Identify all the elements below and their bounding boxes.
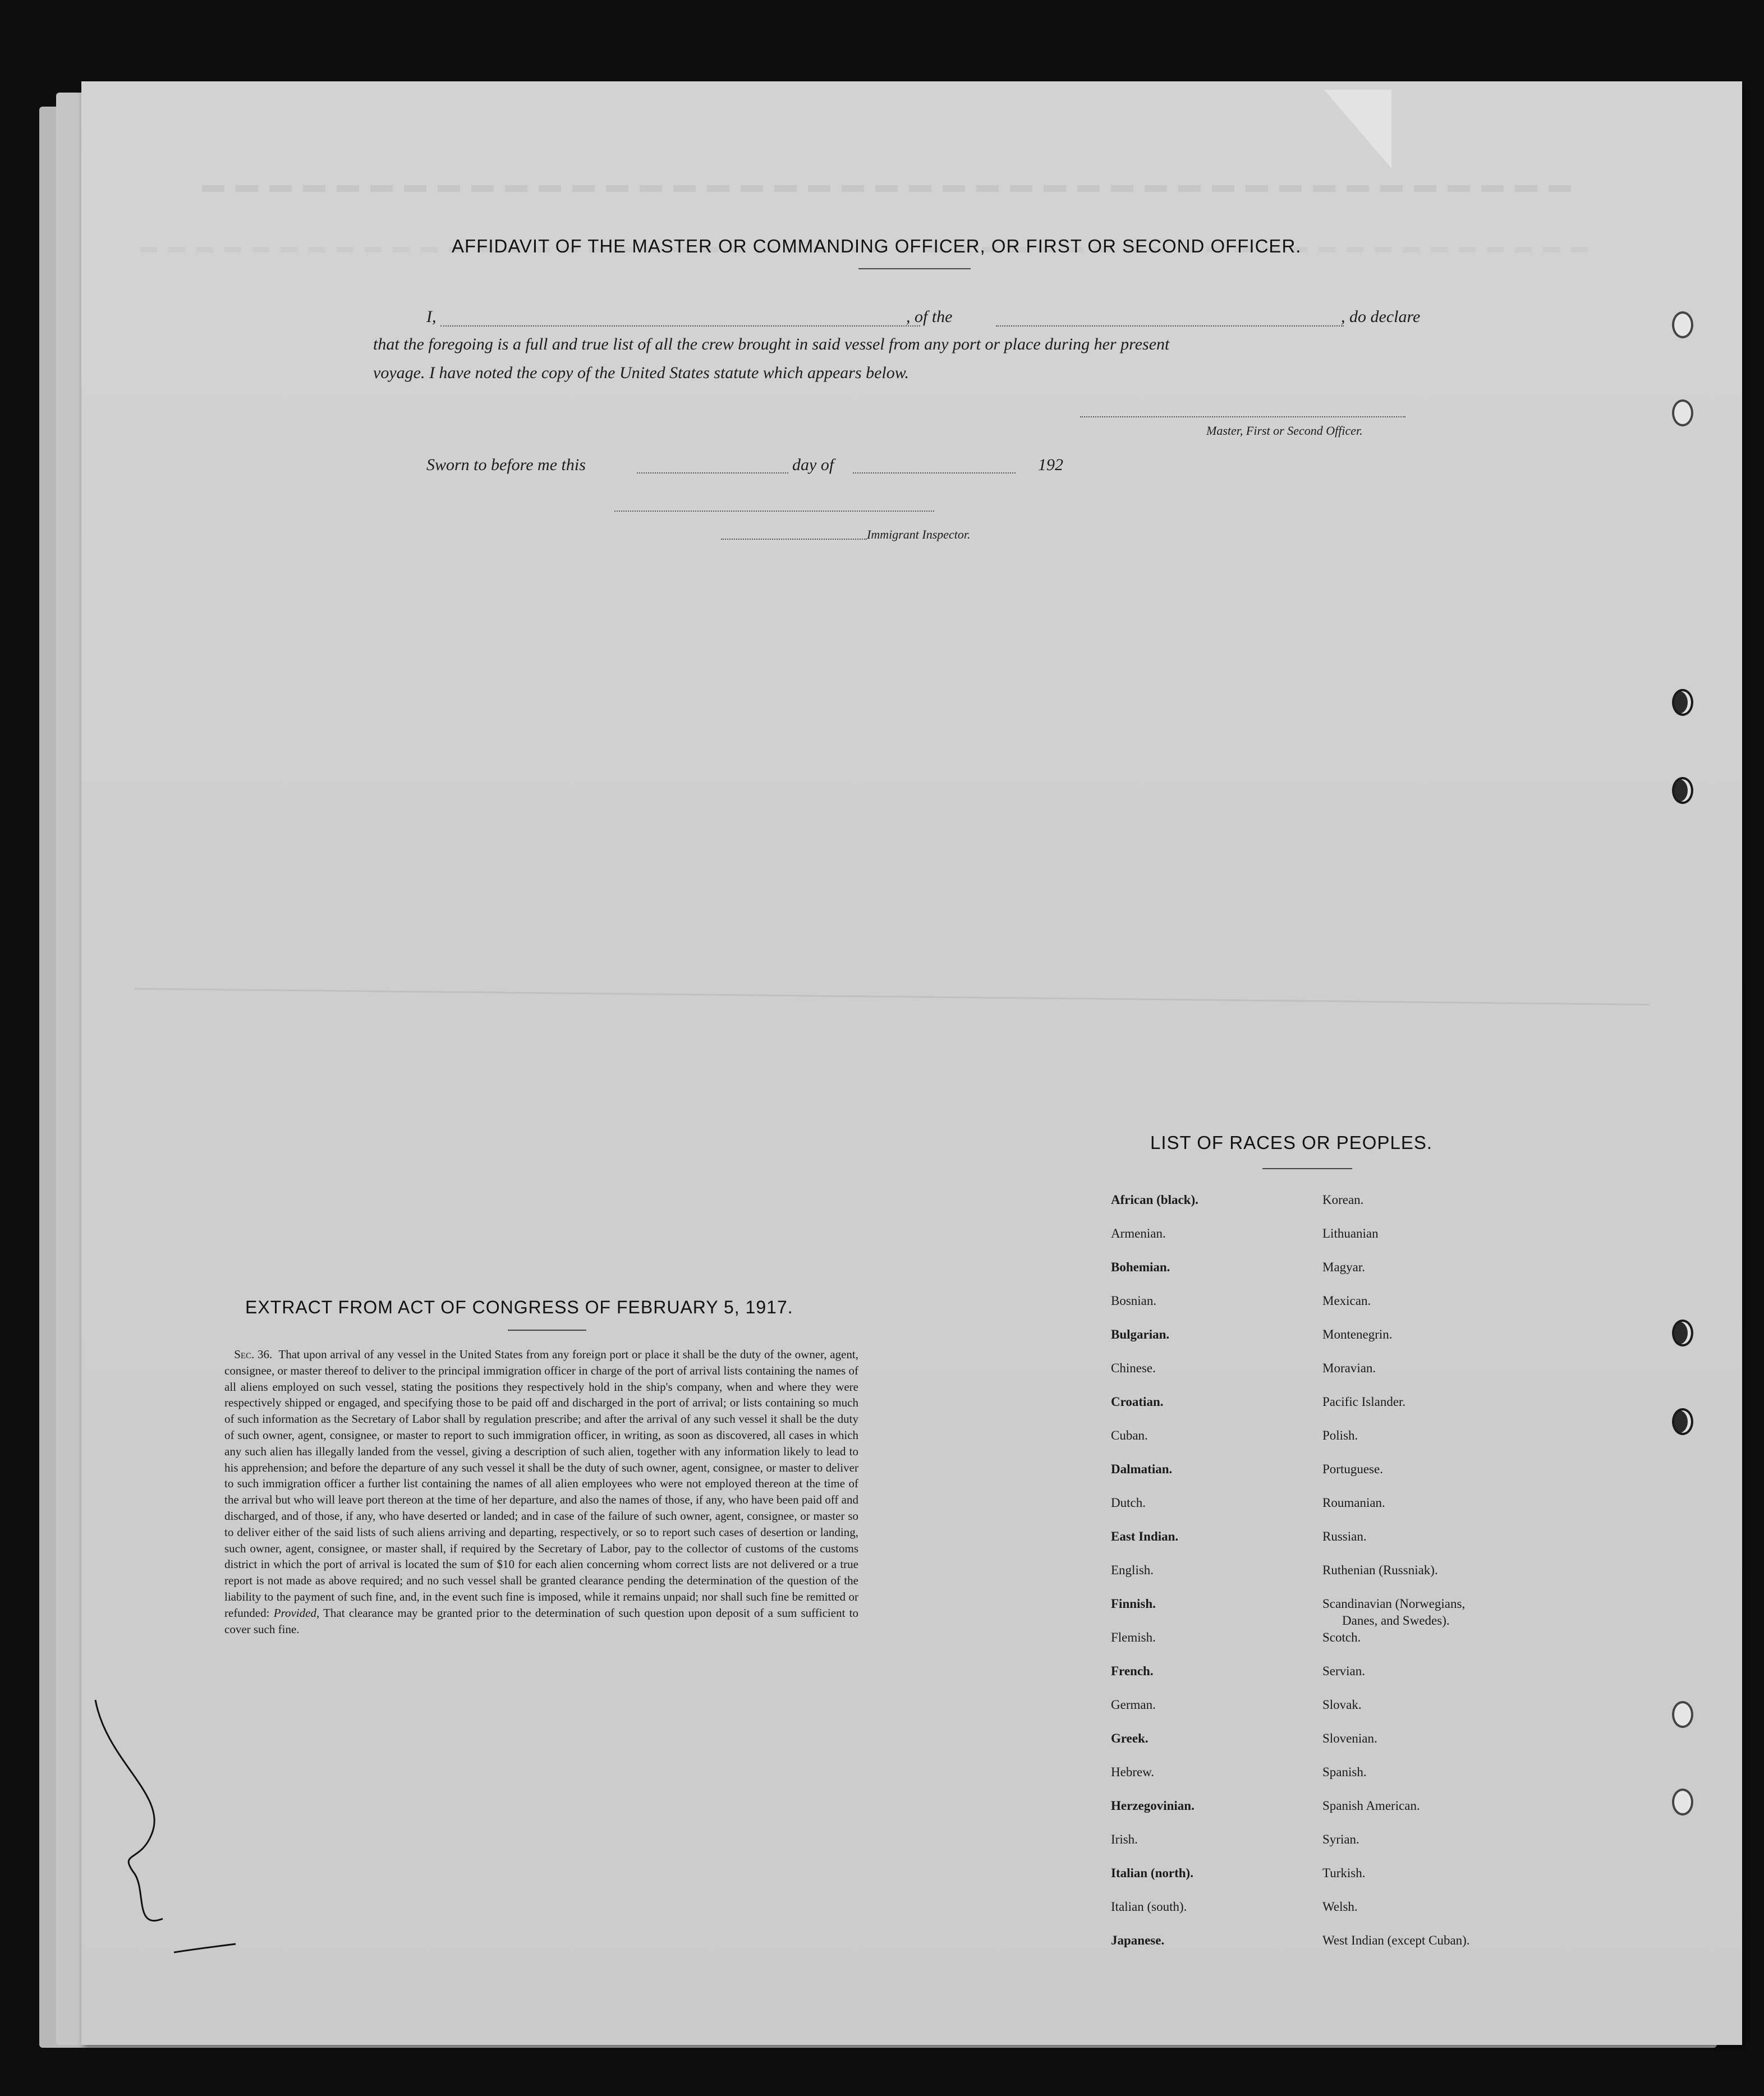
race-item: Dutch. xyxy=(1111,1496,1146,1510)
divider xyxy=(1262,1168,1352,1169)
race-item: Chinese. xyxy=(1111,1361,1156,1375)
sworn-year: 192 xyxy=(1038,456,1063,474)
provided-word: Provided, xyxy=(273,1606,320,1620)
binder-hole xyxy=(1672,399,1693,426)
binder-hole xyxy=(1672,1408,1693,1435)
race-item: Russian. xyxy=(1322,1529,1367,1543)
binder-hole xyxy=(1672,1701,1693,1728)
affidavit-line-2: that the foregoing is a full and true list of all the crew brought in said vessel from any port or place during her present xyxy=(373,335,1170,353)
race-item: Magyar. xyxy=(1322,1260,1366,1274)
race-item: Hebrew. xyxy=(1111,1765,1155,1779)
affidavit-line-3: voyage. I have noted the copy of the United States statute which appears below. xyxy=(373,364,909,382)
race-item: Mexican. xyxy=(1322,1294,1371,1308)
race-item: Finnish. xyxy=(1111,1597,1156,1611)
binder-hole xyxy=(1672,777,1693,804)
divider xyxy=(858,268,971,269)
divider xyxy=(508,1330,586,1331)
race-item: Dalmatian. xyxy=(1111,1462,1173,1476)
race-item: Moravian. xyxy=(1322,1361,1376,1375)
race-item: Korean. xyxy=(1322,1193,1364,1207)
race-item: Cuban. xyxy=(1111,1428,1148,1442)
section-label: Sec. 36. xyxy=(234,1348,273,1361)
race-item: Italian (north). xyxy=(1111,1866,1193,1880)
race-item: Ruthenian (Russniak). xyxy=(1322,1563,1438,1577)
race-item: Syrian. xyxy=(1322,1832,1359,1846)
race-item: Montenegrin. xyxy=(1322,1327,1393,1341)
race-item: Slovenian. xyxy=(1322,1731,1377,1745)
race-item: Servian. xyxy=(1322,1664,1366,1678)
statute-body-end: That clearance may be granted prior to the determination of such question upon deposit of a sum sufficient to cover such fine. xyxy=(224,1606,859,1636)
folded-corner xyxy=(1324,90,1391,168)
race-item: German. xyxy=(1111,1698,1156,1712)
race-item: English. xyxy=(1111,1563,1154,1577)
affidavit-title: AFFIDAVIT OF THE MASTER OR COMMANDING OFFICER, OR FIRST OR SECOND OFFICER. xyxy=(452,236,1302,256)
race-item: Spanish. xyxy=(1322,1765,1367,1779)
race-item: Irish. xyxy=(1111,1832,1138,1846)
race-item: Polish. xyxy=(1322,1428,1358,1442)
race-item: French. xyxy=(1111,1664,1154,1678)
race-item: Pacific Islander. xyxy=(1322,1395,1406,1409)
race-item: East Indian. xyxy=(1111,1529,1179,1543)
day-blank xyxy=(637,472,788,474)
signer-label: Master, First or Second Officer. xyxy=(1206,424,1363,438)
binder-hole xyxy=(1672,689,1693,716)
race-item: Italian (south). xyxy=(1111,1900,1187,1914)
race-item: Herzegovinian. xyxy=(1111,1799,1195,1813)
race-item: Spanish American. xyxy=(1322,1799,1420,1813)
statute-body: That upon arrival of any vessel in the United States from any foreign port or place it shall be the duty of the owner, agent, consignee, or master thereof to deliver to the principal immigration officer in charge of the port of arrival lists containing the names of all aliens employed on such vessel, stating the positions they respectively hold in the ship's company, when and where they were respectively shipped or engaged, and specifying those to be paid off and discharged in the port of arrival; or lists containing so much of such information as the Secretary of Labor shall by regulation prescribe; and after the arrival of any such vessel it shall be the duty of such owner, agent, consignee, or master to report to such immigration officer, in writing, as soon as discovered, all cases in which any such alien has illegally landed from the vessel, giving a description of such alien, together with any information likely to lead to his apprehension; and before the departure of any such vessel it shall be the duty of such owner, agent, consignee, or master to deliver to such immigration officer a further list containing the names of all alien employees who were not employed thereon at the time of the arrival but who will leave port thereon at the time of her departure, and also the names of those, if any, who have been paid off and discharged, and of those, if any, who have deserted or landed; and in case of the failure of such owner, agent, consignee, or master so to deliver either of the said lists of such aliens arriving and departing, respectively, or so to report such cases of desertion or landing, such owner, agent, consignee, or master shall, if required by the Secretary of Labor, pay to the collector of customs of the customs district in which the port of arrival is located the sum of $10 for each alien concerning whom correct lists are not delivered or a true report is not made as above required; and no such vessel shall be granted clearance pending the determination of the question of the liability to the payment of such fine, and, in the event such fine is imposed, while it remains unpaid; nor shall such fine be remitted or refunded: xyxy=(224,1348,859,1620)
race-item: Danes, and Swedes). xyxy=(1342,1614,1450,1628)
race-item: Scandinavian (Norwegians, xyxy=(1322,1597,1466,1611)
month-blank xyxy=(853,472,1016,474)
race-item: Greek. xyxy=(1111,1731,1149,1745)
race-item: Lithuanian xyxy=(1322,1226,1379,1240)
document-page xyxy=(81,81,1742,2045)
sworn-prefix: Sworn to before me this xyxy=(426,456,586,474)
extract-title: EXTRACT FROM ACT OF CONGRESS OF FEBRUARY 5, 1917. xyxy=(245,1297,793,1317)
race-item: Croatian. xyxy=(1111,1395,1164,1409)
affidavit-of-the: , of the xyxy=(906,307,953,326)
race-item: Bohemian. xyxy=(1111,1260,1170,1274)
race-item: Slovak. xyxy=(1322,1698,1362,1712)
inspector-signature-blank xyxy=(614,511,934,512)
binder-hole xyxy=(1672,1789,1693,1815)
binder-hole xyxy=(1672,1320,1693,1346)
inspector-label: Immigrant Inspector. xyxy=(867,527,971,541)
name-blank xyxy=(440,325,920,327)
bleed-through-text xyxy=(202,185,1577,192)
race-item: West Indian (except Cuban). xyxy=(1322,1933,1470,1947)
race-item: Bulgarian. xyxy=(1111,1327,1170,1341)
signature-blank xyxy=(1080,416,1405,417)
races-title: LIST OF RACES OR PEOPLES. xyxy=(1150,1132,1433,1153)
affidavit-declare: , do declare xyxy=(1341,307,1421,326)
race-item: Flemish. xyxy=(1111,1630,1156,1644)
race-item: Portuguese. xyxy=(1322,1462,1383,1476)
vessel-blank xyxy=(996,325,1344,327)
sworn-day-of: day of xyxy=(792,456,834,474)
inspector-blank xyxy=(721,539,867,540)
race-item: Welsh. xyxy=(1322,1900,1358,1914)
race-item: Scotch. xyxy=(1322,1630,1361,1644)
pen-mark xyxy=(84,1694,252,1986)
race-item: Roumanian. xyxy=(1322,1496,1385,1510)
race-item: Bosnian. xyxy=(1111,1294,1157,1308)
race-item: Turkish. xyxy=(1322,1866,1366,1880)
race-item: Japanese. xyxy=(1111,1933,1165,1947)
affidavit-i: I, xyxy=(426,307,437,326)
race-item: African (black). xyxy=(1111,1193,1198,1207)
statute-text xyxy=(224,1346,858,1637)
race-item: Armenian. xyxy=(1111,1226,1166,1240)
binder-hole xyxy=(1672,311,1693,338)
